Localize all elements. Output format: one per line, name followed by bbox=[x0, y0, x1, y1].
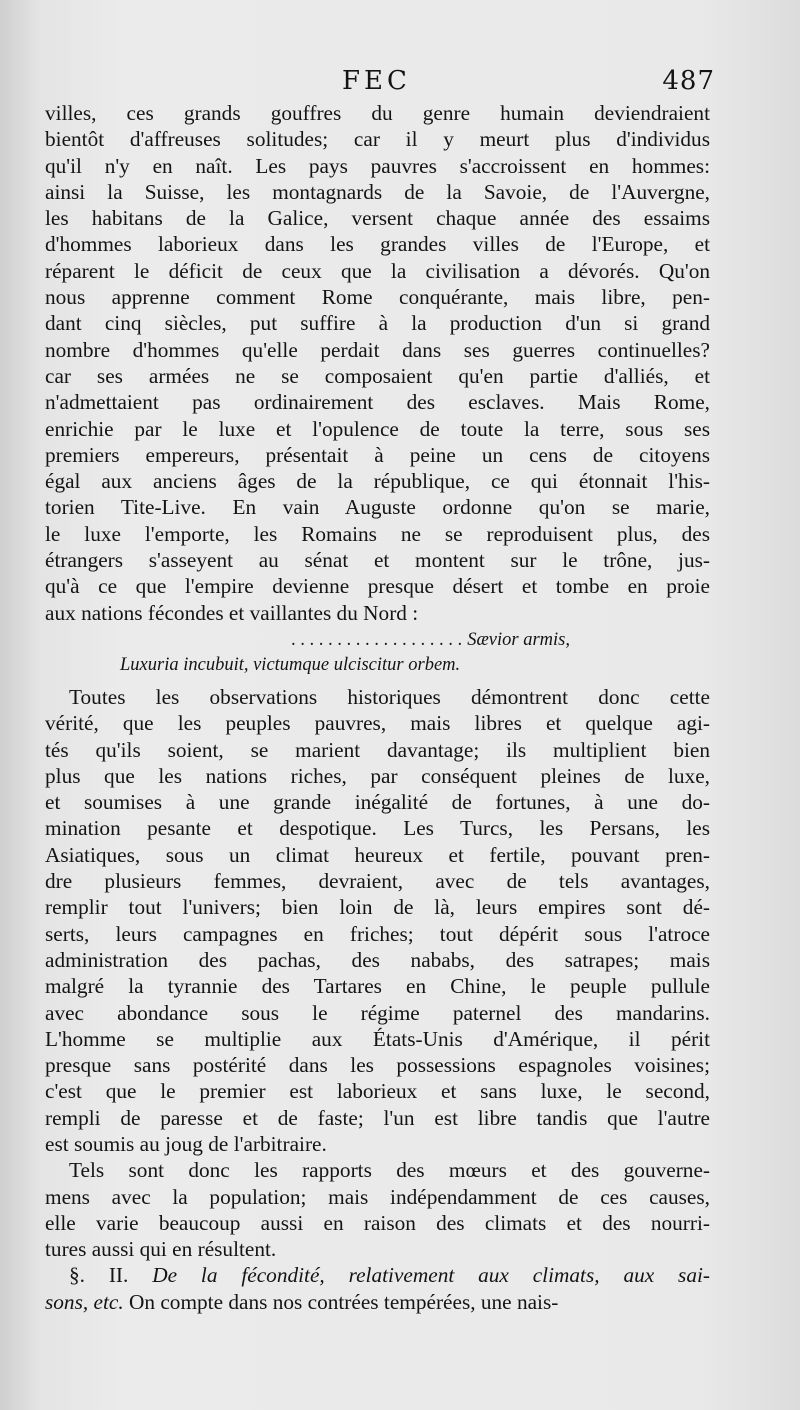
text-line: réparent le déficit de ceux que la civilisation a dévorés. Qu'on bbox=[45, 258, 710, 283]
text-line: avec abondance sous le régime paternel des mandarins. bbox=[45, 1000, 710, 1025]
text-line: villes, ces grands gouffres du genre humain deviendraient bbox=[45, 101, 710, 125]
text-line: dant cinq siècles, put suffire à la production d'un si grand bbox=[45, 311, 710, 336]
text-line: torien Tite-Live. En vain Auguste ordonne qu'on se marie, bbox=[45, 495, 710, 520]
page-number: 487 bbox=[662, 66, 715, 96]
text-line: ainsi la Suisse, les montagnards de la Savoie, de l'Auvergne, bbox=[45, 179, 710, 204]
verse-line-2: Luxuria incubuit, victumque ulciscitur orbem. bbox=[120, 654, 461, 675]
text-line: tés qu'ils soient, se marient davantage; ils multiplient bien bbox=[45, 737, 710, 762]
text-line: n'admettaient pas ordinairement des esclaves. Mais Rome, bbox=[45, 390, 710, 415]
text-line: car ses armées ne se composaient qu'en partie d'alliés, et bbox=[45, 363, 710, 388]
paragraph-3 bbox=[45, 1157, 710, 1262]
section-heading: De la fécondité, relativement aux climats, aux sai- bbox=[152, 1263, 711, 1288]
text-line: malgré la tyrannie des Tartares en Chine, le peuple pullule bbox=[45, 974, 710, 999]
section-heading-line bbox=[45, 1262, 710, 1288]
text-line: mination pesante et despotique. Les Turcs, les Persans, les bbox=[45, 816, 710, 841]
text-line: administration des pachas, des nababs, des satrapes; mais bbox=[45, 947, 710, 972]
text-line: aux nations fécondes et vaillantes du Nord : bbox=[45, 600, 419, 625]
text-line: qu'à ce que l'empire devienne presque désert et tombe en proie bbox=[45, 574, 710, 599]
section-body-line bbox=[45, 1289, 710, 1315]
running-title: FEC bbox=[342, 66, 411, 96]
text-line: elle varie beaucoup aussi en raison des climats et des nourri- bbox=[45, 1210, 710, 1235]
text-line: tures aussi qui en résultent. bbox=[45, 1237, 277, 1262]
text-line: étrangers s'asseyent au sénat et montent sur le trône, jus- bbox=[45, 548, 710, 573]
text-line: plus que les nations riches, par conséquent pleines de luxe, bbox=[45, 763, 710, 788]
section-heading-continued: sons, etc. bbox=[45, 1289, 124, 1314]
text-line: est soumis au joug de l'arbitraire. bbox=[45, 1131, 327, 1156]
text-line: qu'il n'y en naît. Les pays pauvres s'accroissent en hommes: bbox=[45, 153, 710, 178]
text-line: les habitans de la Galice, versent chaque année des essaims bbox=[45, 206, 710, 231]
text-line: vérité, que les peuples pauvres, mais libres et quelque agi- bbox=[45, 711, 710, 736]
text-line: nous apprenne comment Rome conquérante, mais libre, pen- bbox=[45, 285, 710, 310]
text-line: Asiatiques, sous un climat heureux et fertile, pouvant pren- bbox=[45, 842, 710, 867]
verse-line-1: . . . . . . . . . . . . . . . . . . . Sævior armis, bbox=[291, 629, 570, 650]
text-line: serts, leurs campagnes en friches; tout dépérit sous l'atroce bbox=[45, 921, 710, 946]
text-line: remplir tout l'univers; bien loin de là, leurs empires sont dé- bbox=[45, 895, 710, 920]
paragraph-1 bbox=[45, 100, 710, 626]
text-line: dre plusieurs femmes, devraient, avec de tels avantages, bbox=[45, 869, 710, 894]
text-line: bientôt d'affreuses solitudes; car il y meurt plus d'individus bbox=[45, 127, 710, 152]
text-line: le luxe l'emporte, les Romains ne se reproduisent plus, des bbox=[45, 521, 710, 546]
text-line: premiers empereurs, présentait à peine un cens de citoyens bbox=[45, 442, 710, 467]
text-line: nombre d'hommes qu'elle perdait dans ses guerres continuelles? bbox=[45, 337, 710, 362]
text-line: c'est que le premier est laborieux et sans luxe, le second, bbox=[45, 1079, 710, 1104]
text-line: enrichie par le luxe et l'opulence de toute la terre, sous ses bbox=[45, 416, 710, 441]
section-number: §. II. bbox=[69, 1263, 129, 1288]
section-body-text: On compte dans nos contrées tempérées, une nais- bbox=[129, 1289, 559, 1314]
text-line: L'homme se multiplie aux États-Unis d'Amérique, il périt bbox=[45, 1026, 710, 1051]
text-line: presque sans postérité dans les possessions espagnoles voisines; bbox=[45, 1053, 710, 1078]
text-line: Toutes les observations historiques démontrent donc cette bbox=[69, 684, 710, 709]
text-line: et soumises à une grande inégalité de fortunes, à une do- bbox=[45, 790, 710, 815]
text-line: égal aux anciens âges de la république, ce qui étonnait l'his- bbox=[45, 469, 710, 494]
text-line: mens avec la population; mais indépendamment de ces causes, bbox=[45, 1184, 710, 1209]
paragraph-2 bbox=[45, 684, 710, 1157]
text-line: d'hommes laborieux dans les grandes villes de l'Europe, et bbox=[45, 232, 710, 257]
text-line: rempli de paresse et de faste; l'un est libre tandis que l'autre bbox=[45, 1105, 710, 1130]
text-line: Tels sont donc les rapports des mœurs et des gouverne- bbox=[69, 1158, 710, 1183]
body-text bbox=[45, 100, 710, 1315]
